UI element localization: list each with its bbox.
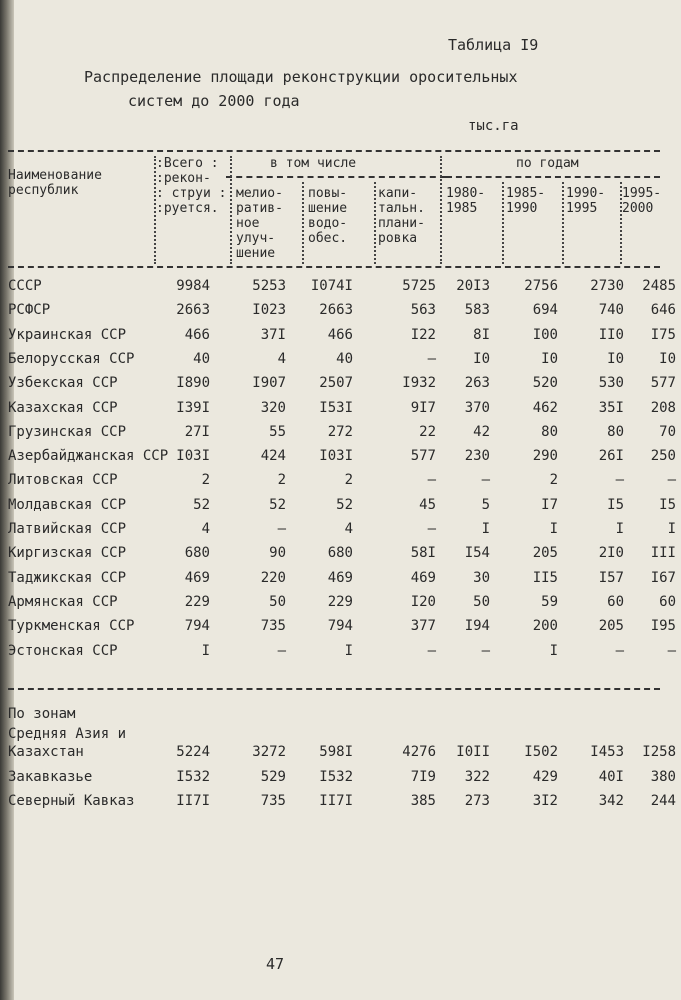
header-water-supply: повы- шение водо- обес. [308,186,348,246]
table-cell: 577 [410,448,436,465]
table-cell: 37I [260,326,286,343]
col-separator [440,156,442,264]
table-cell: 205 [598,618,624,635]
table-row [0,744,681,764]
table-row [0,400,681,420]
table-cell: I023 [252,302,286,319]
table-cell: 4 [201,521,210,537]
table-cell: I [201,642,210,659]
table-cell: 794 [184,618,210,635]
table-row [0,278,681,298]
table-cell: II7I [176,793,210,809]
table-cell: 2 [201,472,210,489]
table-title-line1: Распределение площади реконструкции оросительных [84,68,518,86]
zones-rule [8,688,660,690]
header-years-4: 1995- 2000 [622,186,662,216]
table-label: Таблица I9 [448,36,539,54]
page-number: 47 [266,955,285,973]
table-cell: 4276 [402,744,436,760]
table-cell: I54 [464,545,490,562]
table-cell: 466 [327,326,353,343]
table-cell: 794 [327,618,353,635]
table-cell: 50 [269,593,286,610]
table-cell: I0 [607,350,624,367]
table-cell: I [667,521,676,537]
header-years-3: 1990- 1995 [566,186,606,216]
table-row [0,351,681,371]
table-cell: 2663 [176,302,210,319]
republic-name: Туркменская ССР [8,618,135,635]
table-cell: 469 [327,569,353,586]
table-cell: 250 [650,448,676,465]
table-cell: 9984 [176,278,210,294]
table-cell: 244 [650,793,676,809]
table-cell: 563 [410,302,436,319]
table-cell: 429 [532,768,558,785]
republic-name: Узбекская ССР [8,375,118,392]
republic-name: Закавказье [8,768,93,785]
republic-name: Молдавская ССР [8,496,127,513]
table-row [0,448,681,468]
col-separator [502,182,504,264]
table-cell: 52 [193,496,210,513]
table-cell: I907 [252,375,286,392]
col-separator [374,182,376,264]
subheader-rule-left [226,176,446,178]
table-cell: I57 [598,569,624,586]
table-cell: 2507 [319,375,353,392]
table-row [0,769,681,789]
table-cell: 2 [344,472,353,489]
table-cell: 58I [410,545,436,562]
header-capital: капи- тальн. плани- ровка [378,186,425,246]
table-cell: I890 [176,375,210,392]
table-cell: II5 [532,569,558,586]
table-cell: I0 [541,350,558,367]
zones-heading: По зонам [8,706,76,722]
table-cell: I03I [319,448,353,465]
republic-name: СССР [8,278,42,294]
table-cell: I [481,521,490,537]
table-cell: 2 [549,472,558,489]
table-cell: 60 [659,593,676,610]
table-cell: 680 [327,545,353,562]
table-cell: – [427,472,436,489]
table-cell: I5 [607,496,624,513]
table-cell: I502 [524,744,558,760]
table-cell: 35I [598,399,624,416]
table-cell: 370 [464,399,490,416]
header-bottom-rule [8,266,660,268]
table-cell: I932 [402,375,436,392]
table-cell: 377 [410,618,436,635]
col-separator [562,182,564,264]
table-cell: 52 [269,496,286,513]
table-cell: 40 [193,350,210,367]
table-cell: I22 [410,326,436,343]
table-cell: 273 [464,793,490,809]
republic-name: Северный Кавказ [8,793,135,809]
table-cell: I53I [319,399,353,416]
table-cell: 45 [419,496,436,513]
table-row [0,424,681,444]
table-cell: 2485 [642,278,676,294]
table-cell: I [549,642,558,659]
table-cell: 2730 [590,278,624,294]
table-cell: 462 [532,399,558,416]
table-cell: 5224 [176,744,210,760]
table-cell: 735 [260,793,286,809]
table-row [0,618,681,638]
header-years-1: 1980- 1985 [446,186,486,216]
table-cell: 646 [650,302,676,319]
table-cell: – [427,521,436,537]
table-cell: 52 [336,496,353,513]
table-cell: 469 [184,569,210,586]
table-cell: 26I [598,448,624,465]
table-cell: 229 [184,593,210,610]
table-cell: – [277,642,286,659]
table-cell: I258 [642,744,676,760]
table-cell: 680 [184,545,210,562]
table-row [0,472,681,492]
table-cell: I95 [650,618,676,635]
table-cell: I75 [650,326,676,343]
table-cell: 5253 [252,278,286,294]
table-cell: 529 [260,768,286,785]
table-cell: 60 [607,593,624,610]
table-cell: I532 [319,768,353,785]
subheader-rule-right [446,176,660,178]
table-cell: I00 [532,326,558,343]
table-row [0,327,681,347]
table-cell: 229 [327,593,353,610]
table-cell: 2663 [319,302,353,319]
table-cell: I532 [176,768,210,785]
table-cell: – [481,472,490,489]
table-cell: 380 [650,768,676,785]
table-cell: 530 [598,375,624,392]
republic-name: Таджикская ССР [8,569,127,586]
table-cell: I [344,642,353,659]
header-in-number: в том числе [270,156,357,171]
table-cell: 342 [598,793,624,809]
table-cell: 30 [473,569,490,586]
table-cell: I94 [464,618,490,635]
republic-name: Армянская ССР [8,593,118,610]
table-cell: 22 [419,423,436,440]
table-cell: 3272 [252,744,286,760]
table-cell: 735 [260,618,286,635]
table-cell: 4 [277,350,286,367]
table-row [0,375,681,395]
table-row [0,594,681,614]
zone-central-asia-line1: Средняя Азия и [8,726,127,742]
header-years-2: 1985- 1990 [506,186,546,216]
republic-name: Грузинская ССР [8,423,127,440]
table-cell: 230 [464,448,490,465]
header-top-rule [8,150,660,152]
table-cell: – [667,642,676,659]
table-cell: 8I [473,326,490,343]
table-cell: 208 [650,399,676,416]
table-cell: 200 [532,618,558,635]
table-cell: I074I [310,278,353,294]
table-cell: I [615,521,624,537]
table-cell: I03I [176,448,210,465]
table-row [0,793,681,813]
table-cell: 205 [532,545,558,562]
republic-name: Азербайджанская ССР [8,448,169,465]
table-cell: 469 [410,569,436,586]
table-cell: 220 [260,569,286,586]
table-cell: 80 [541,423,558,440]
table-cell: 5 [481,496,490,513]
table-row [0,643,681,663]
table-cell: I0II [456,744,490,760]
table-cell: 5725 [402,278,436,294]
republic-name: Украинская ССР [8,326,127,343]
table-cell: III [650,545,676,562]
col-separator [230,156,232,264]
republic-name: Латвийская ССР [8,521,127,537]
table-cell: 583 [464,302,490,319]
table-cell: 27I [184,423,210,440]
table-row [0,302,681,322]
header-total: :Всего : :рекон- : струи : :руется. [156,156,227,216]
table-cell: 9I7 [410,399,436,416]
table-cell: I67 [650,569,676,586]
table-cell: 694 [532,302,558,319]
table-cell: 2 [277,472,286,489]
header-name: Наименование республик [8,168,102,198]
table-title-line2: систем до 2000 года [128,92,300,110]
table-cell: 40 [336,350,353,367]
table-cell: – [277,521,286,537]
table-cell: 322 [464,768,490,785]
table-cell: I453 [590,744,624,760]
republic-name: Казахстан [8,744,84,760]
table-cell: 290 [532,448,558,465]
republic-name: Литовская ССР [8,472,118,489]
republic-name: Казахская ССР [8,399,118,416]
table-cell: 40I [598,768,624,785]
table-cell: 70 [659,423,676,440]
table-cell: 424 [260,448,286,465]
table-cell: 42 [473,423,490,440]
table-cell: I20 [410,593,436,610]
table-cell: 80 [607,423,624,440]
table-cell: I0 [473,350,490,367]
table-cell: – [427,642,436,659]
table-cell: 55 [269,423,286,440]
table-row [0,521,681,541]
table-cell: 740 [598,302,624,319]
table-cell: 59 [541,593,558,610]
table-cell: I [549,521,558,537]
table-cell: I7 [541,496,558,513]
republic-name: Белорусская ССР [8,350,135,367]
table-cell: 2756 [524,278,558,294]
table-row [0,497,681,517]
table-cell: 272 [327,423,353,440]
table-cell: – [427,350,436,367]
table-cell: I39I [176,399,210,416]
table-cell: – [615,642,624,659]
table-cell: – [481,642,490,659]
republic-name: РСФСР [8,302,51,319]
header-meliorative: мелио- ратив- ное улуч- шение [236,186,283,261]
table-cell: I0 [659,350,676,367]
table-row [0,545,681,565]
table-cell: 3I2 [532,793,558,809]
table-cell: 2I0 [598,545,624,562]
header-by-years: по годам [516,156,579,171]
table-cell: 385 [410,793,436,809]
table-cell: – [615,472,624,489]
table-cell: II7I [319,793,353,809]
table-cell: 263 [464,375,490,392]
table-cell: 90 [269,545,286,562]
table-cell: 520 [532,375,558,392]
units-label: тыс.га [468,118,519,134]
table-cell: 4 [344,521,353,537]
table-cell: 598I [319,744,353,760]
table-cell: 466 [184,326,210,343]
table-cell: 320 [260,399,286,416]
republic-name: Эстонская ССР [8,642,118,659]
table-cell: I5 [659,496,676,513]
table-cell: 7I9 [410,768,436,785]
col-separator [302,182,304,264]
table-cell: – [667,472,676,489]
table-cell: 50 [473,593,490,610]
table-cell: 577 [650,375,676,392]
republic-name: Киргизская ССР [8,545,127,562]
table-row [0,570,681,590]
table-cell: 20I3 [456,278,490,294]
table-cell: II0 [598,326,624,343]
